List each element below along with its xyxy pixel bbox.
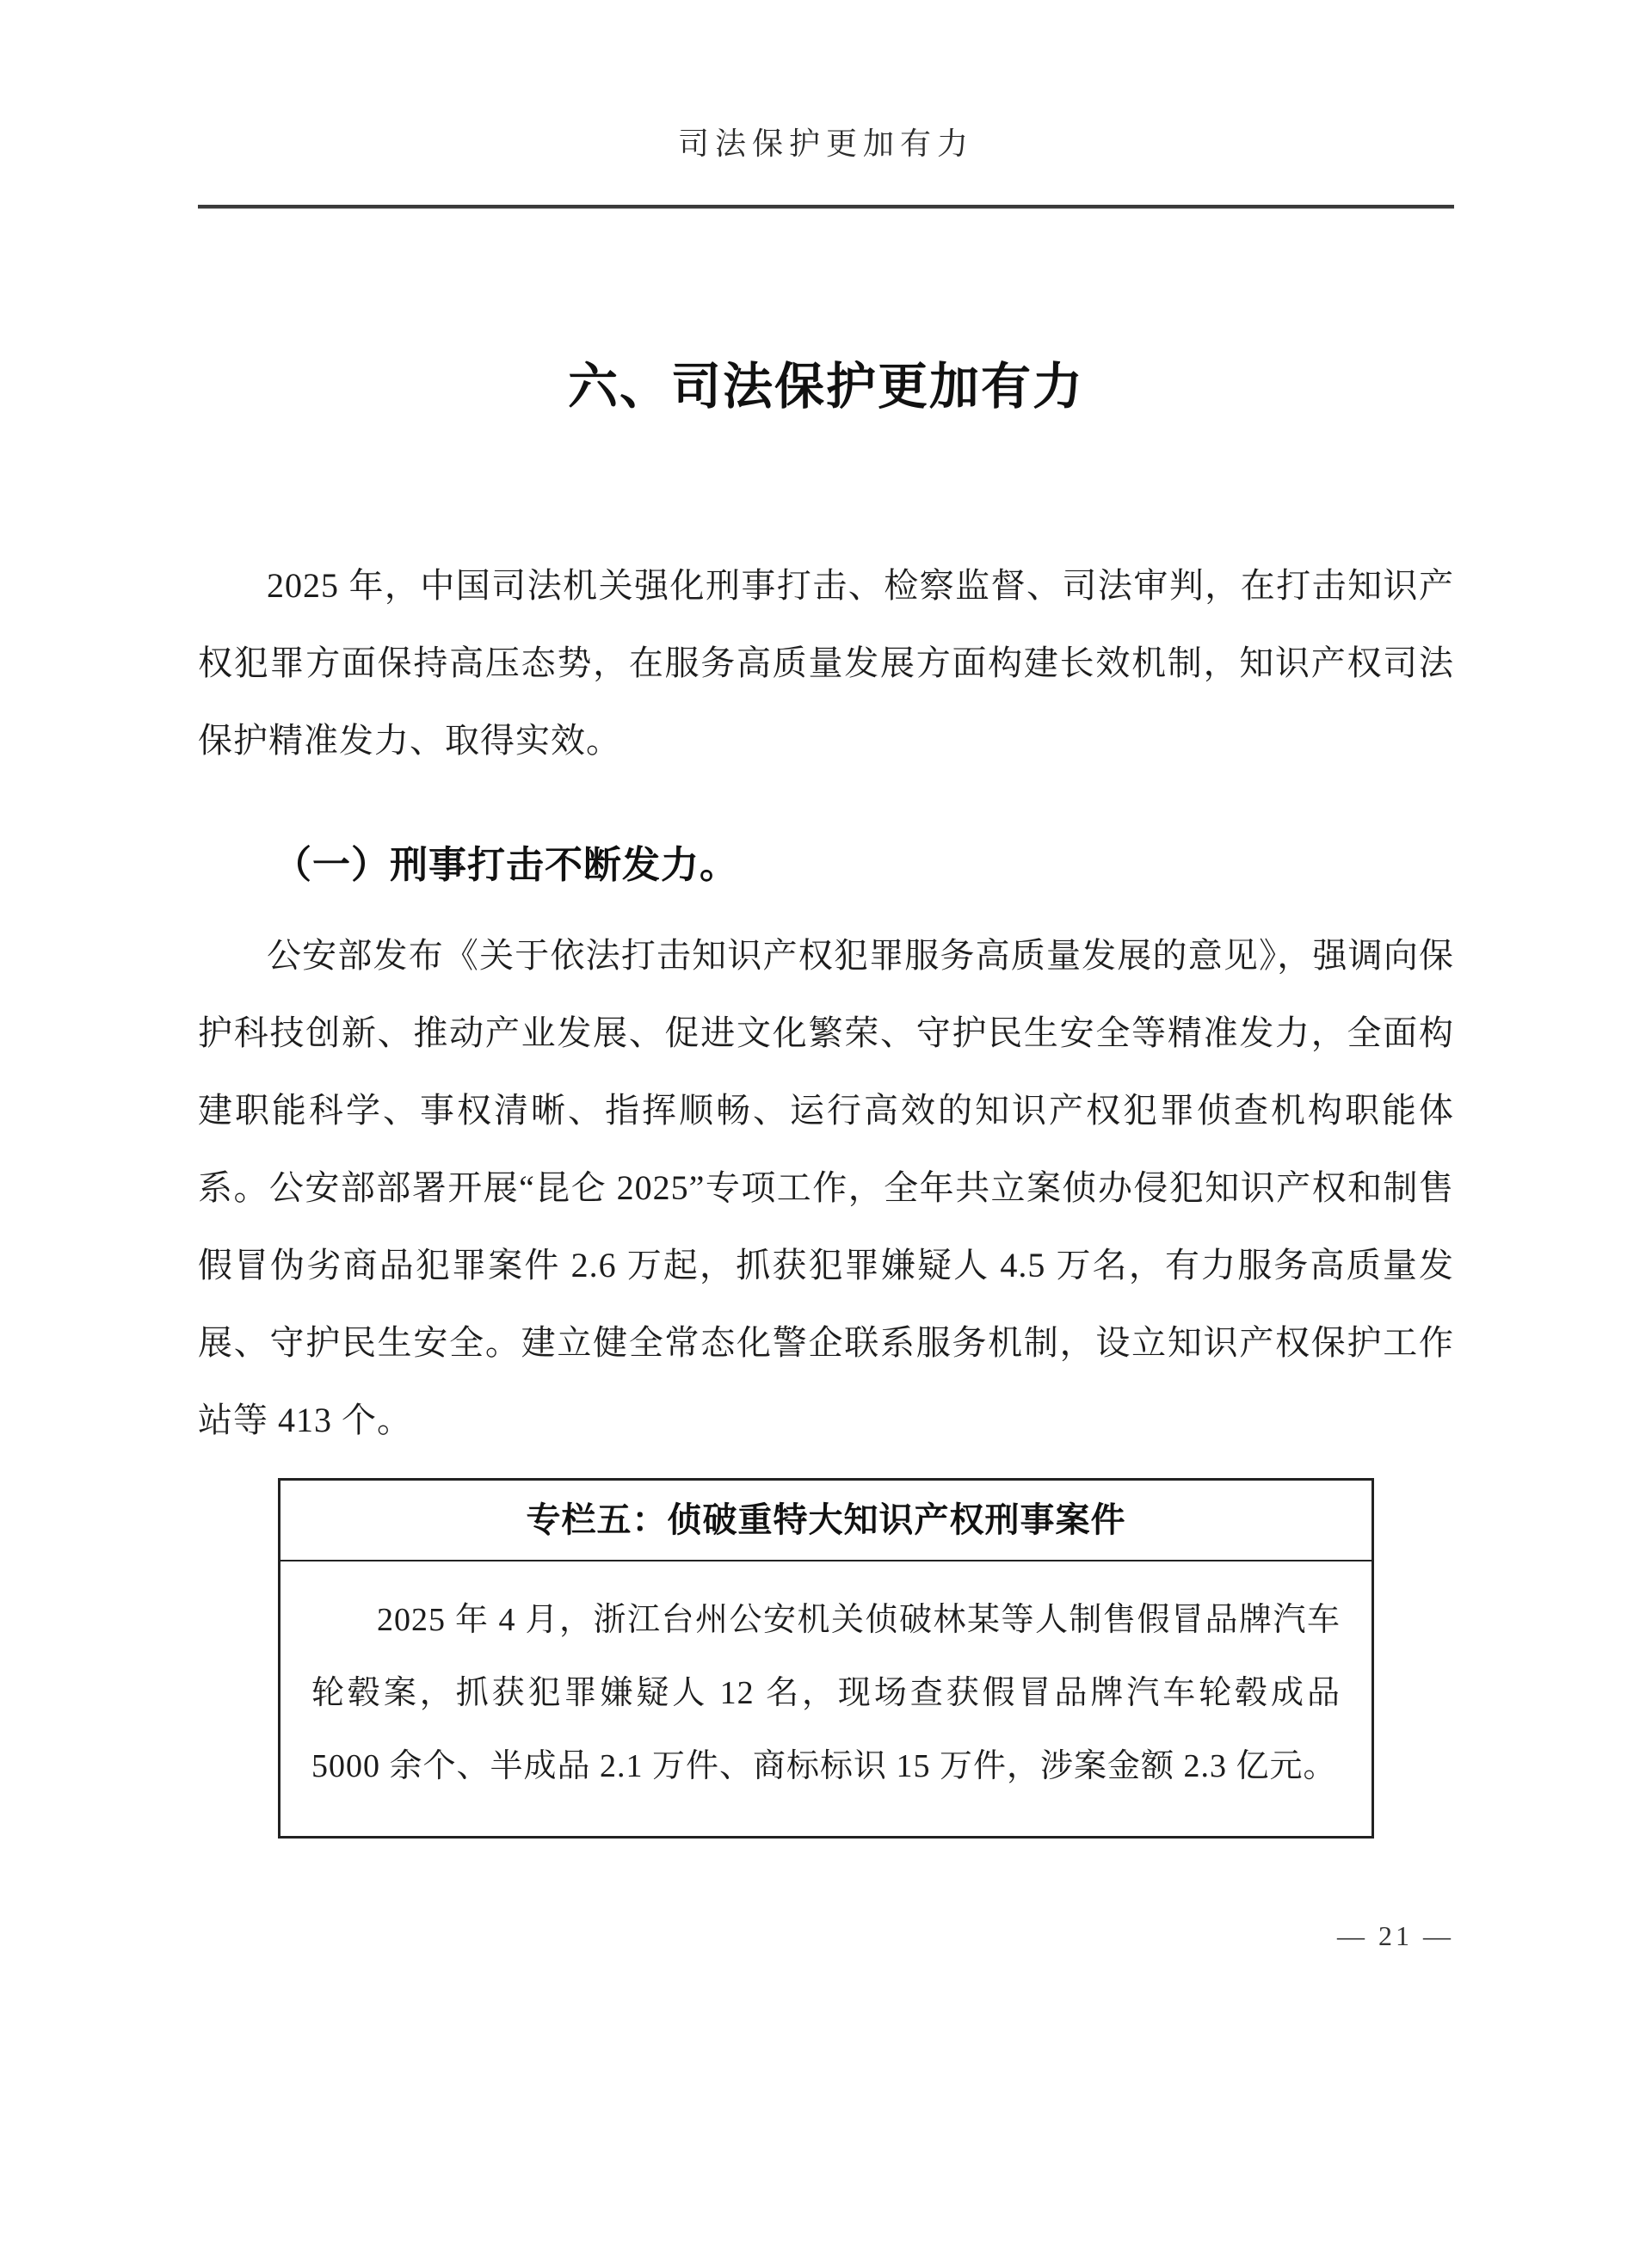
running-header-title: 司法保护更加有力 xyxy=(677,126,974,161)
header-rule xyxy=(198,205,1454,209)
page-number: — 21 — xyxy=(1337,1920,1454,1951)
feature-box xyxy=(278,1478,1374,1839)
feature-box-title: 专栏五：侦破重特大知识产权刑事案件 xyxy=(280,1481,1372,1561)
section-body-paragraph: 公安部发布《关于依法打击知识产权犯罪服务高质量发展的意见》，强调向保护科技创新、推动产业发展、促进文化繁荣、守护民生安全等精准发力，全面构建职能科学、事权清晰、指挥顺畅、运行高效的知识产权犯罪侦查机构职能体系。公安部部署开展“昆仑 2025”专项工作，全年共立案侦办侵犯知识产权和制售假冒伪劣商品犯罪案件 2.6 万起，抓获犯罪嫌疑人 4.5 万名，有力服务高质量发展、守护民生安全。建立健全常态化警企联系服务机制，设立知识产权保护工作站等 413 个。 xyxy=(198,936,1454,1439)
intro-paragraph: 2025 年，中国司法机关强化刑事打击、检察监督、司法审判，在打击知识产权犯罪方面保持高压态势，在服务高质量发展方面构建长效机制，知识产权司法保护精准发力、取得实效。 xyxy=(198,566,1454,760)
feature-box-paragraph: 2025 年 4 月，浙江台州公安机关侦破林某等人制售假冒品牌汽车轮毂案，抓获犯罪嫌疑人 12 名，现场查获假冒品牌汽车轮毂成品 5000 余个、半成品 2.1 万件、商标标识 15 万件，涉案金额 2.3 亿元。 xyxy=(311,1602,1341,1784)
page-title: 六、司法保护更加有力 xyxy=(567,359,1084,415)
feature-box-body xyxy=(280,1561,1372,1836)
section-heading: （一）刑事打击不断发力。 xyxy=(274,844,738,886)
